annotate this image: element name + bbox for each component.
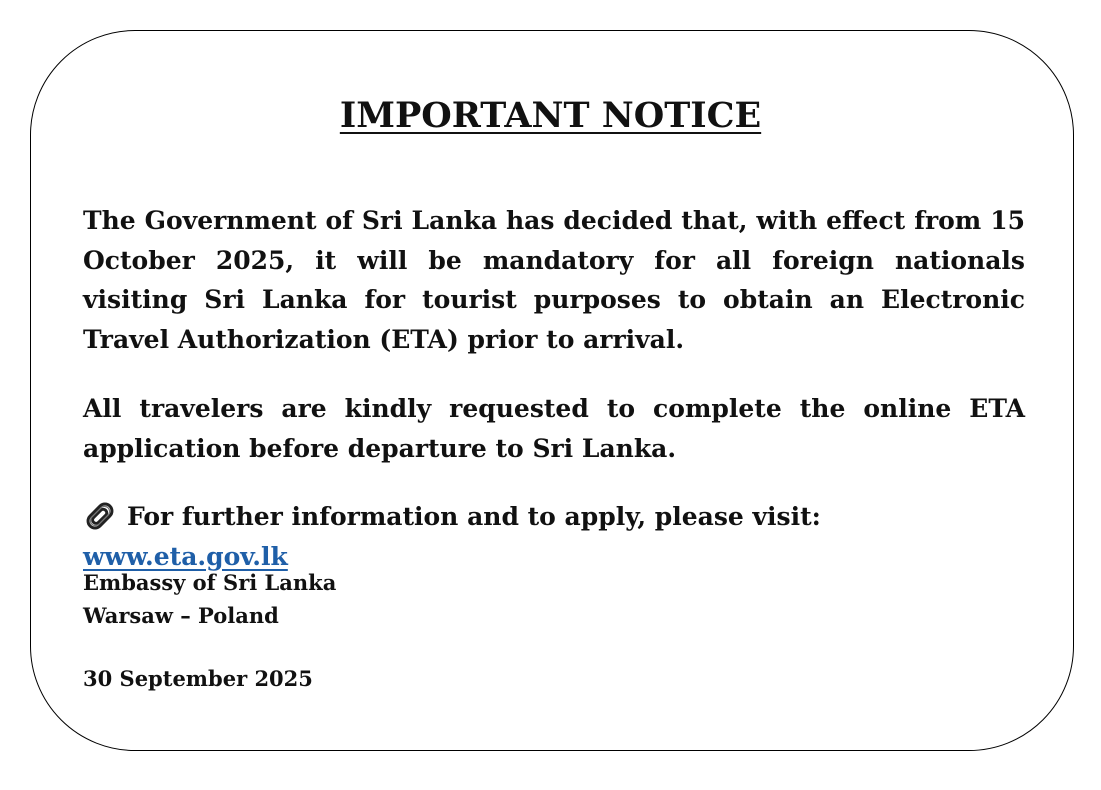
- notice-paragraph-eta-mandatory: The Government of Sri Lanka has decided that, with effect from 15 October 2025, it will be mandatory for all foreign nationals visiting Sri Lanka for tourist purposes to obtain an Electronic Travel Authorization (ETA) prior to arrival.: [83, 206, 1025, 354]
- paperclip-icon: [83, 499, 117, 533]
- signature-location: Warsaw – Poland: [83, 603, 279, 628]
- signature-embassy: Embassy of Sri Lanka: [83, 570, 337, 595]
- notice-date: 30 September 2025: [83, 666, 313, 691]
- info-text: For further information and to apply, please visit:: [127, 502, 821, 531]
- eta-website-link[interactable]: www.eta.gov.lk: [83, 541, 288, 571]
- notice-paragraph-travelers-request: All travelers are kindly requested to complete the online ETA application before departure to Sri Lanka.: [83, 394, 1025, 463]
- page-title: IMPORTANT NOTICE: [339, 95, 762, 136]
- info-line: [83, 497, 1025, 576]
